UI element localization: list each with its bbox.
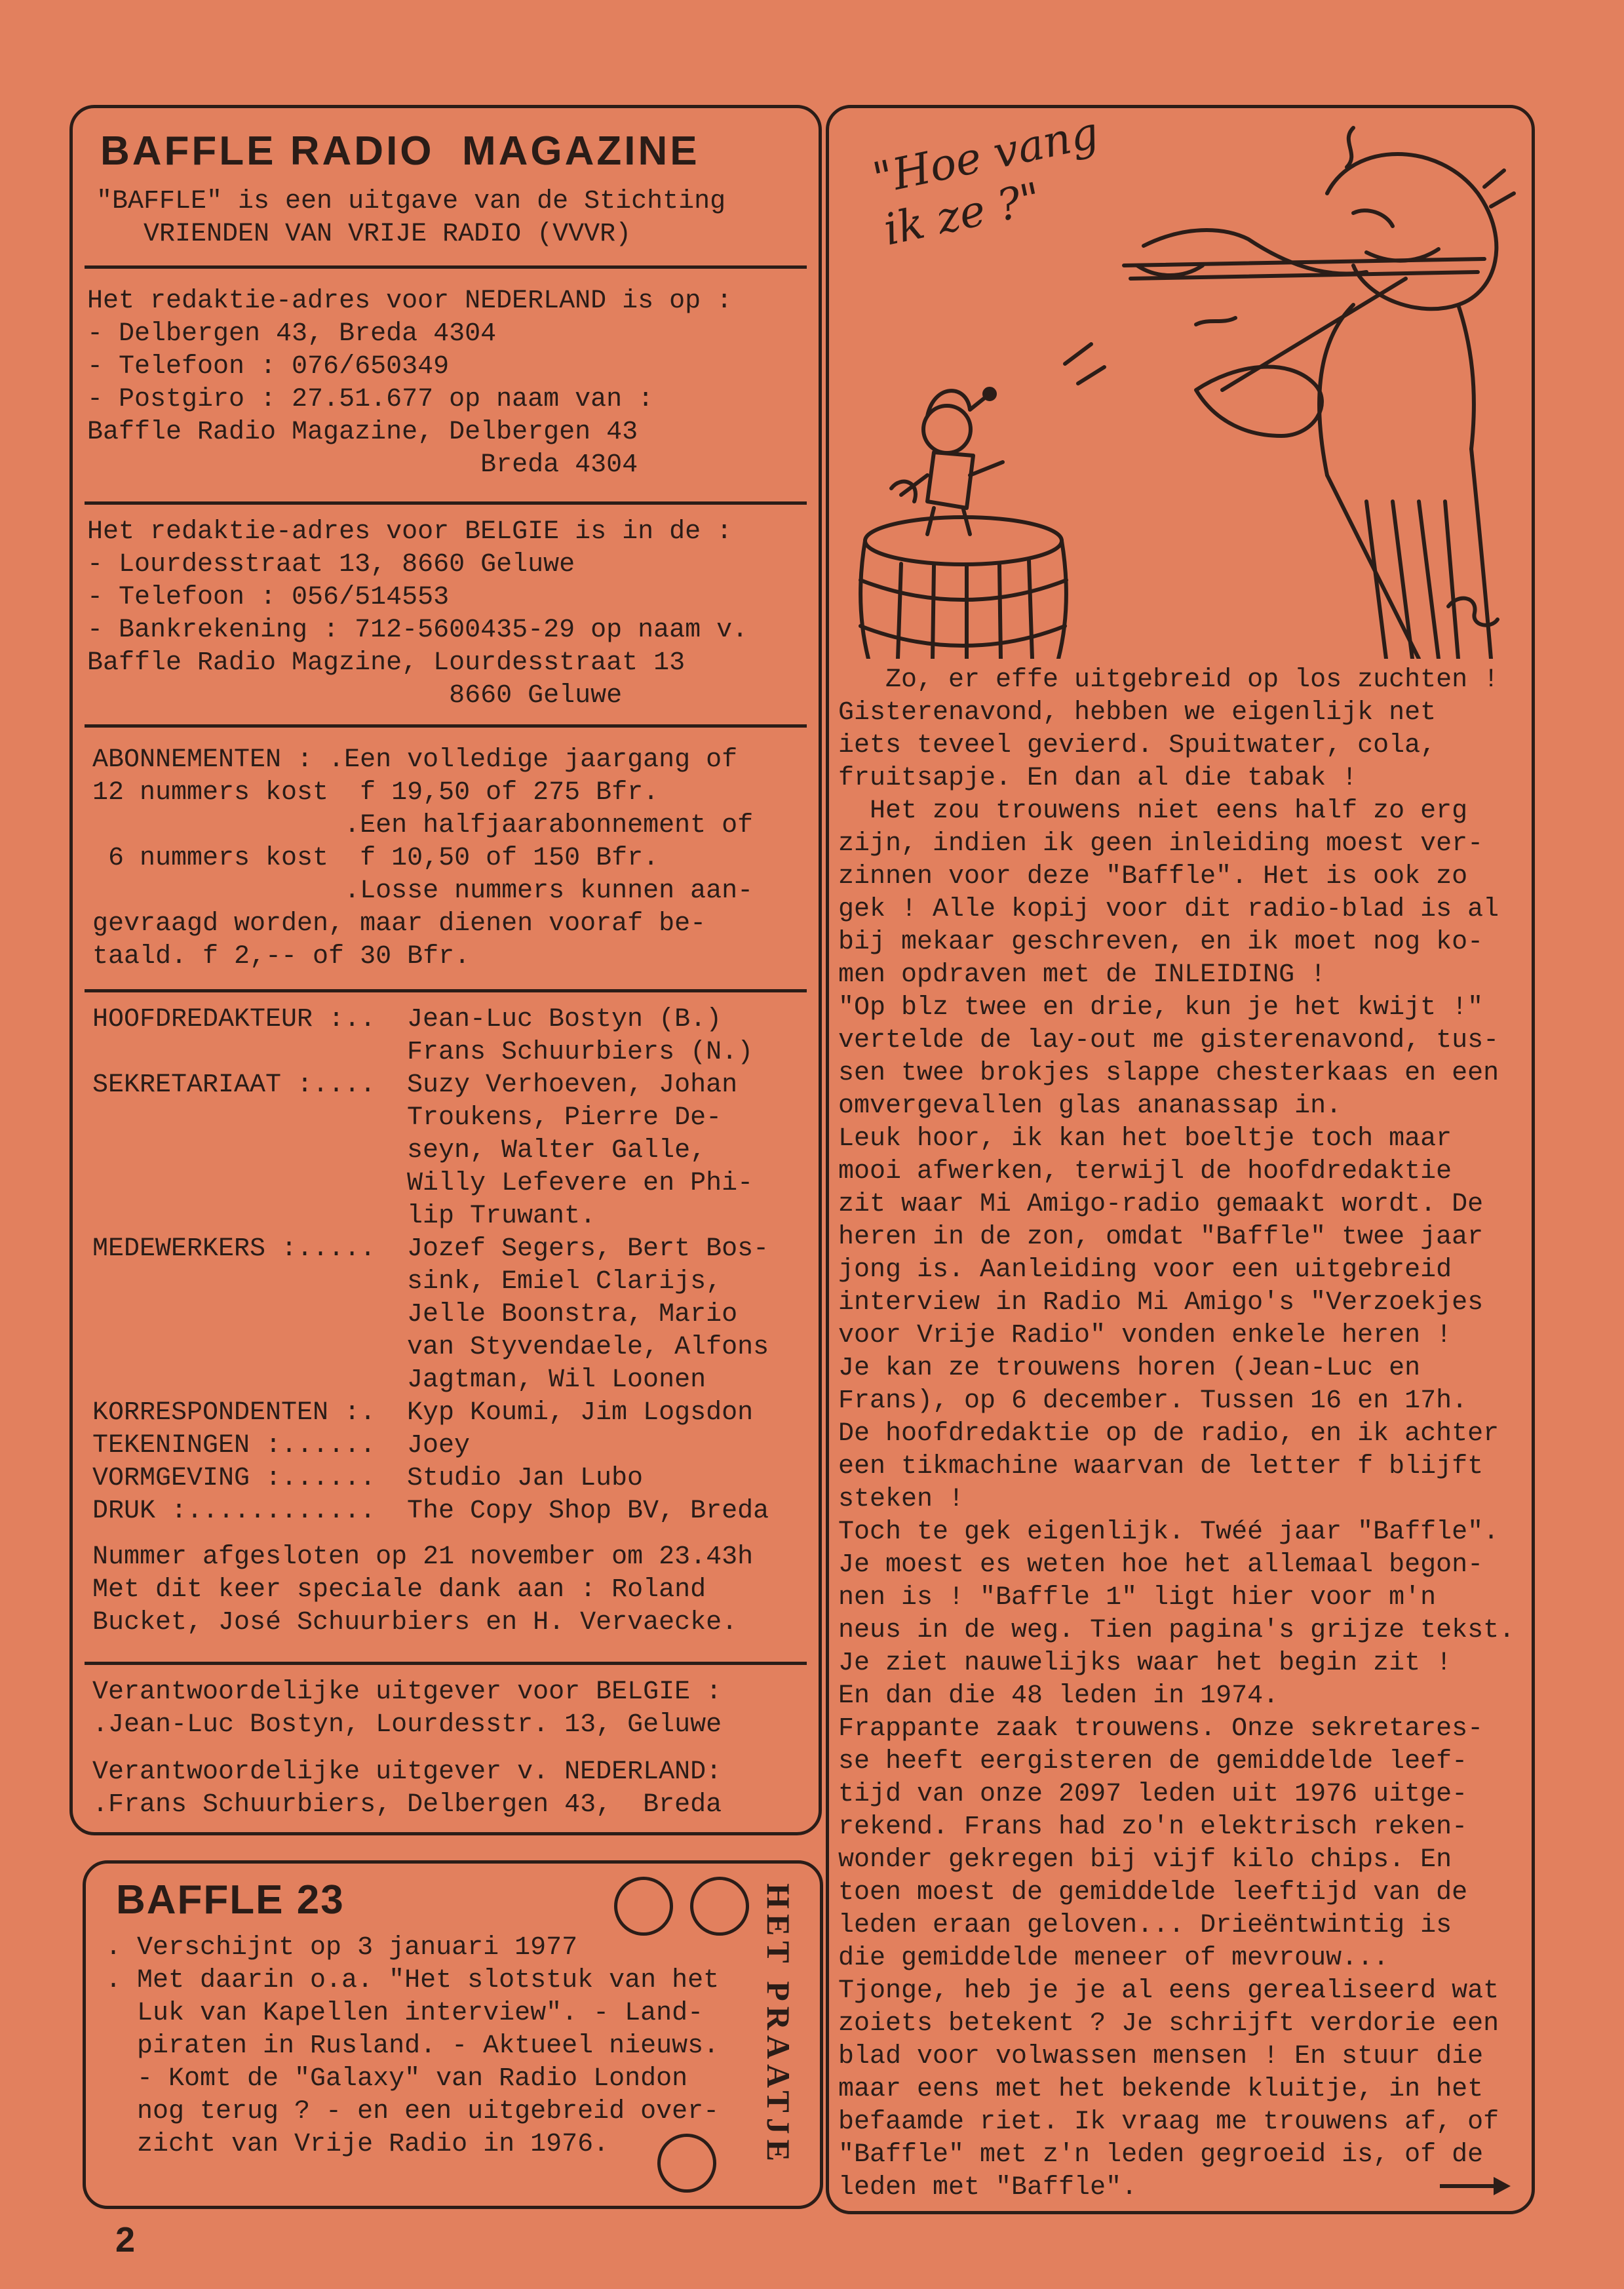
magazine-title: BAFFLE RADIO MAGAZINE [100, 128, 700, 174]
staff-row [92, 1462, 800, 1495]
decorative-circle [614, 1877, 673, 1936]
staff-names: Jean-Luc Bostyn (B.) [407, 1005, 722, 1034]
next-issue-line: piraten in Rusland. - Aktueel nieuws. [106, 2031, 720, 2061]
staff-role [92, 1331, 407, 1364]
divider [85, 1662, 807, 1665]
editorial-line: die gemiddelde meneer of mevrouw... [838, 1944, 1389, 1973]
staff-row [92, 1397, 800, 1430]
address-nl [87, 285, 732, 482]
subscription-line: .Een halfjaarabonnement of [92, 811, 754, 840]
staff-names: Suzy Verhoeven, Johan [407, 1070, 738, 1100]
staff-role: TEKENINGEN :...... [92, 1431, 376, 1460]
staff-row [92, 1266, 800, 1299]
staff-role: HOOFDREDAKTEUR :.. [92, 1005, 376, 1034]
divider [85, 265, 807, 269]
publisher-line: Verantwoordelijke uitgever voor BELGIE : [92, 1677, 722, 1707]
subscriptions [92, 744, 753, 973]
staff-row [92, 1495, 800, 1528]
cartoon-caption: "Hoe vang ik ze ?" [868, 107, 1103, 256]
editorial-line: zit waar Mi Amigo-radio gemaakt wordt. De [838, 1190, 1484, 1219]
subtitle-line: VRIENDEN VAN VRIJE RADIO (VVVR) [144, 220, 632, 249]
address-be-line: Baffle Radio Magzine, Lourdesstraat 13 [87, 648, 686, 678]
staff-list [92, 1004, 800, 1639]
staff-names: lip Truwant. [407, 1202, 596, 1231]
staff-role: KORRESPONDENTEN :. [92, 1398, 376, 1428]
santa-figure-drawing [891, 389, 1003, 534]
address-nl-line: - Telefoon : 076/650349 [87, 352, 450, 382]
editorial-line: zinnen voor deze "Baffle". Het is ook zo [838, 862, 1468, 891]
editorial-line: mooi afwerken, terwijl de hoofdredaktie [838, 1157, 1452, 1186]
editorial-line: wonder gekregen bij vijf kilo chips. En [838, 1845, 1452, 1875]
staff-names: Troukens, Pierre De- [407, 1103, 722, 1133]
staff-names: Studio Jan Lubo [407, 1464, 644, 1493]
staff-names: Jagtman, Wil Loonen [407, 1365, 706, 1395]
staff-row [92, 1036, 800, 1069]
staff-row [92, 1200, 800, 1233]
editorial-line: "Baffle" met z'n leden gegroeid is, of de [838, 2140, 1484, 2170]
editorial-line: blad voor volwassen mensen ! En stuur die [838, 2042, 1484, 2071]
staff-row [92, 1233, 800, 1266]
address-be-line: Het redaktie-adres voor BELGIE is in de : [87, 517, 733, 547]
editorial-text [838, 664, 1526, 2204]
publishers [92, 1676, 722, 1822]
staff-role [92, 1200, 407, 1233]
editorial-line: rekend. Frans had zo'n elektrisch reken- [838, 1812, 1468, 1842]
publisher-line: .Jean-Luc Bostyn, Lourdesstr. 13, Geluwe [92, 1710, 722, 1740]
closing-line: Met dit keer speciale dank aan : Roland [92, 1575, 706, 1605]
editorial-line: Tjonge, heb je je al eens gerealiseerd wat [838, 1976, 1499, 2006]
staff-row [92, 1135, 800, 1167]
editorial-line: Je kan ze trouwens horen (Jean-Luc en [838, 1354, 1421, 1383]
editorial-line: een tikmachine waarvan de letter f blijft [838, 1452, 1484, 1481]
editorial-line: gek ! Alle kopij voor dit radio-blad is al [838, 895, 1499, 924]
staff-row [92, 1102, 800, 1135]
staff-role [92, 1167, 407, 1200]
address-nl-line: - Delbergen 43, Breda 4304 [87, 319, 497, 349]
editorial-line: Frans), op 6 december. Tussen 16 en 17h. [838, 1386, 1468, 1416]
editorial-line: steken ! [838, 1485, 965, 1514]
staff-row [92, 1331, 800, 1364]
staff-names: Jozef Segers, Bert Bos- [407, 1234, 769, 1264]
editorial-line: "Op blz twee en drie, kun je het kwijt !" [838, 993, 1484, 1023]
staff-role: DRUK :............ [92, 1497, 376, 1526]
editorial-line: Frappante zaak trouwens. Onze sekretares- [838, 1714, 1484, 1744]
editorial-line: heren in de zon, omdat "Baffle" twee jaar [838, 1223, 1484, 1252]
barrel-drawing [860, 517, 1066, 659]
subscription-line: 6 nummers kost f 10,50 of 150 Bfr. [92, 844, 659, 873]
editorial-line: interview in Radio Mi Amigo's "Verzoekjes [838, 1288, 1484, 1318]
masthead-subtitle [96, 186, 725, 251]
next-issue-contents [106, 1932, 719, 2161]
editorial-line: Gisterenavond, hebben we eigenlijk net [838, 698, 1437, 728]
editorial-line: zoiets betekent ? Je schrijft verdorie een [838, 2009, 1499, 2039]
editorial-line: jong is. Aanleiding voor een uitgebreid [838, 1255, 1452, 1285]
staff-names: Kyp Koumi, Jim Logsdon [407, 1398, 754, 1428]
staff-role [92, 1299, 407, 1331]
editorial-line: befaamde riet. Ik vraag me trouwens af, of [838, 2107, 1499, 2137]
editorial-line: maar eens met het bekende kluitje, in het [838, 2075, 1484, 2104]
editorial-line: En dan die 48 leden in 1974. [838, 1681, 1279, 1711]
editorial-line: men opdraven met de INLEIDING ! [838, 960, 1326, 990]
staff-role: MEDEWERKERS :..... [92, 1234, 376, 1264]
editorial-line: se heeft eergisteren de gemiddelde leef- [838, 1747, 1468, 1776]
masthead-box [69, 105, 822, 1835]
editorial-line: Leuk hoor, ik kan het boeltje toch maar [838, 1124, 1452, 1154]
editorial-line: nen is ! "Baffle 1" ligt hier voor m'n [838, 1583, 1437, 1613]
staff-row [92, 1004, 800, 1036]
staff-names: seyn, Walter Galle, [407, 1136, 706, 1165]
address-be [87, 516, 748, 713]
editorial-line: omvergevallen glas ananassap in. [838, 1091, 1342, 1121]
staff-role: SEKRETARIAAT :.... [92, 1070, 376, 1100]
next-issue-line: Luk van Kapellen interview". - Land- [106, 1999, 704, 2028]
closing-line: Nummer afgesloten op 21 november om 23.43h [92, 1542, 754, 1572]
next-issue-box [83, 1860, 823, 2209]
staff-names: Jelle Boonstra, Mario [407, 1300, 738, 1329]
staff-names: Frans Schuurbiers (N.) [407, 1038, 754, 1067]
violinist-drawing [1124, 154, 1496, 659]
publisher-line: Verantwoordelijke uitgever v. NEDERLAND: [92, 1757, 722, 1787]
address-nl-line: Baffle Radio Magazine, Delbergen 43 [87, 418, 638, 447]
editorial-line: tijd van onze 2097 leden uit 1976 uitge- [838, 1780, 1468, 1809]
staff-names: The Copy Shop BV, Breda [407, 1497, 769, 1526]
editorial-line: Zo, er effe uitgebreid op los zuchten ! [838, 665, 1499, 695]
staff-row [92, 1167, 800, 1200]
staff-names: Joey [407, 1431, 471, 1460]
editorial-line: iets teveel gevierd. Spuitwater, cola, [838, 731, 1437, 760]
next-issue-line: nog terug ? - en een uitgebreid over- [106, 2097, 720, 2126]
editorial-line: Je ziet nauwelijks waar het begin zit ! [838, 1649, 1452, 1678]
subscription-line: ABONNEMENTEN : .Een volledige jaargang of [92, 745, 738, 775]
staff-role [92, 1135, 407, 1167]
editorial-line: vertelde de lay-out me gisterenavond, tus- [838, 1026, 1499, 1055]
staff-row [92, 1364, 800, 1397]
editorial-line: neus in de weg. Tien pagina's grijze tekst. [838, 1616, 1515, 1645]
editorial-line: fruitsapje. En dan al die tabak ! [838, 764, 1358, 793]
publisher-line: .Frans Schuurbiers, Delbergen 43, Breda [92, 1790, 722, 1820]
editorial-line: Het zou trouwens niet eens half zo erg [838, 796, 1468, 826]
staff-row [92, 1069, 800, 1102]
editorial-line: sen twee brokjes slappe chesterkaas en een [838, 1059, 1499, 1088]
editorial-line: leden met "Baffle". [838, 2173, 1138, 2202]
editorial-line: zijn, indien ik geen inleiding moest ver- [838, 829, 1484, 859]
staff-names: sink, Emiel Clarijs, [407, 1267, 722, 1297]
editorial-line: voor Vrije Radio" vonden enkele heren ! [838, 1321, 1452, 1350]
staff-role: VORMGEVING :...... [92, 1464, 376, 1493]
subtitle-line: "BAFFLE" is een uitgave van de Stichting [96, 187, 726, 216]
subscription-line: taald. f 2,-- of 30 Bfr. [92, 942, 471, 971]
staff-role [92, 1036, 407, 1069]
subscription-line: gevraagd worden, maar dienen vooraf be- [92, 909, 706, 939]
address-be-line: - Telefoon : 056/514553 [87, 583, 450, 612]
staff-names: Willy Lefevere en Phi- [407, 1169, 754, 1198]
staff-role [92, 1266, 407, 1299]
editorial-line: Toch te gek eigenlijk. Twéé jaar "Baffle". [838, 1517, 1499, 1547]
next-issue-line: - Komt de "Galaxy" van Radio London [106, 2064, 688, 2094]
staff-row [92, 1430, 800, 1462]
editorial-line: Je moest es weten hoe het allemaal begon- [838, 1550, 1484, 1580]
next-issue-line: . Verschijnt op 3 januari 1977 [106, 1933, 578, 1963]
staff-row [92, 1299, 800, 1331]
address-nl-line: Breda 4304 [87, 450, 638, 480]
editorial-line: toen moest de gemiddelde leeftijd van de [838, 1878, 1468, 1908]
address-nl-line: - Postgiro : 27.51.677 op naam van : [87, 385, 654, 414]
next-issue-title: BAFFLE 23 [116, 1877, 345, 1923]
divider [85, 501, 807, 505]
staff-role [92, 1102, 407, 1135]
subscription-line: .Losse nummers kunnen aan- [92, 876, 754, 906]
page-number: 2 [115, 2220, 136, 2260]
next-issue-line: zicht van Vrije Radio in 1976. [106, 2130, 609, 2159]
next-issue-line: . Met daarin o.a. "Het slotstuk van het [106, 1966, 720, 1995]
subscription-line: 12 nummers kost f 19,50 of 275 Bfr. [92, 778, 659, 808]
editorial-box [826, 105, 1535, 2214]
address-be-line: 8660 Geluwe [87, 681, 623, 711]
closing-line: Bucket, José Schuurbiers en H. Vervaecke. [92, 1608, 738, 1637]
continue-arrow-icon [1437, 2173, 1516, 2199]
address-be-line: - Lourdesstraat 13, 8660 Geluwe [87, 550, 575, 579]
editorial-line: leden eraan geloven... Drieëntwintig is [838, 1911, 1452, 1940]
staff-role [92, 1364, 407, 1397]
editorial-line: De hoofdredaktie op de radio, en ik achter [838, 1419, 1499, 1449]
divider [85, 989, 807, 992]
editorial-line: bij mekaar geschreven, en ik moet nog ko- [838, 928, 1484, 957]
het-praatje-label: HET PRAATJE [760, 1883, 797, 2167]
address-be-line: - Bankrekening : 712-5600435-29 op naam v. [87, 616, 748, 645]
publisher-line [92, 1742, 722, 1756]
staff-names: van Styvendaele, Alfons [407, 1333, 769, 1362]
address-nl-line: Het redaktie-adres voor NEDERLAND is op : [87, 286, 733, 316]
decorative-circle [690, 1877, 749, 1936]
divider [85, 724, 807, 728]
